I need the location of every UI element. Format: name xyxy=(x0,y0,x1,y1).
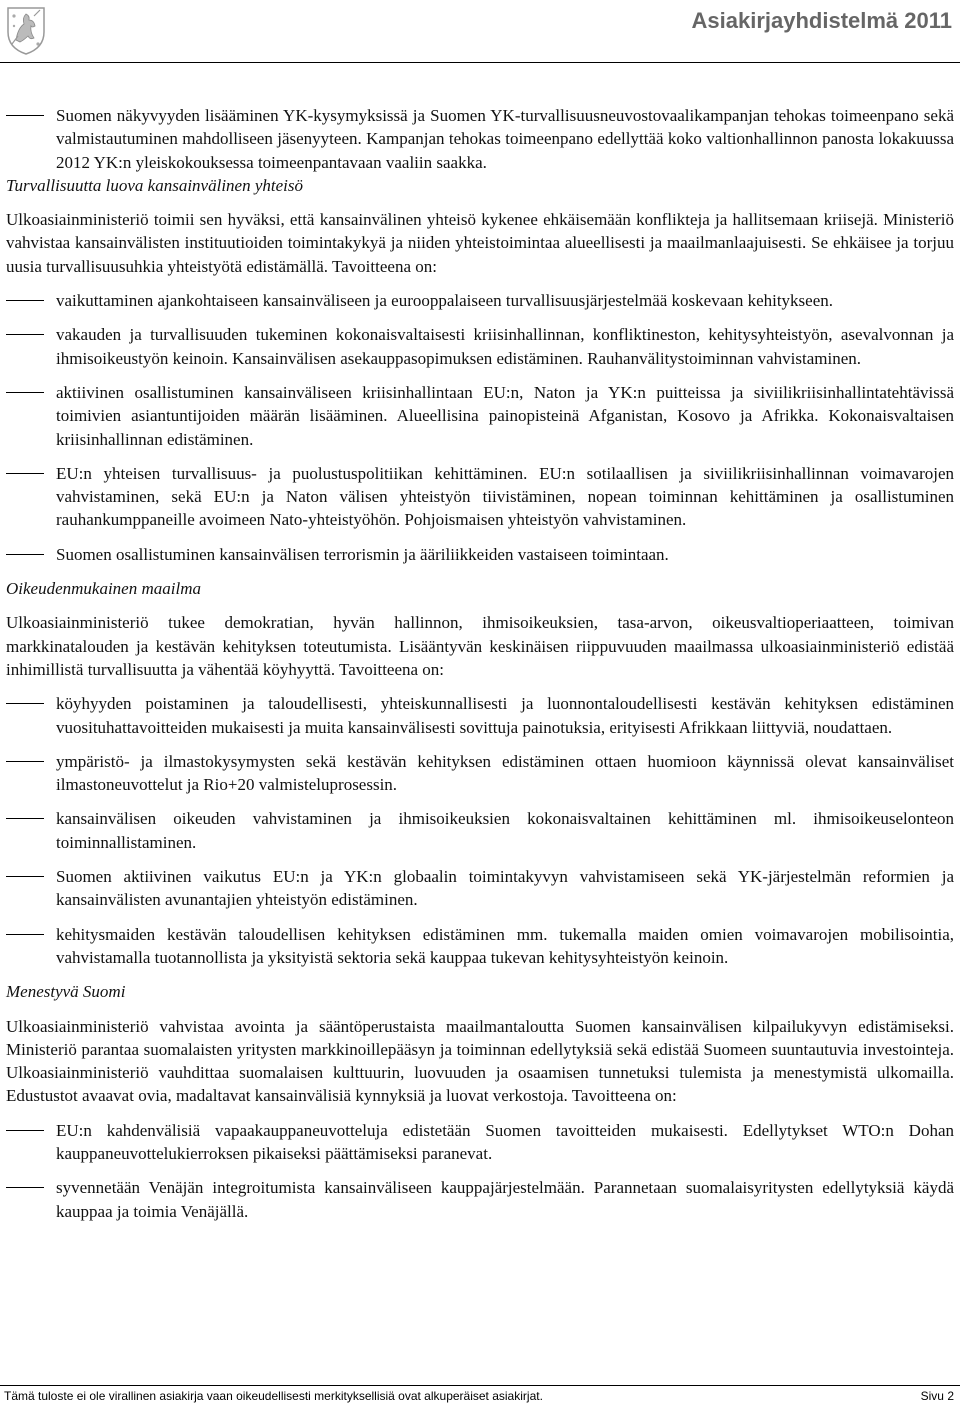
list-item: vaikuttaminen ajankohtaiseen kansainväliseen ja eurooppalaiseen turvallisuusjärjestelmää koskevaan kehitykseen. xyxy=(6,289,954,312)
section-paragraph: Ulkoasiainministeriö toimii sen hyväksi, että kansainvälinen yhteisö kykenee ehkäisemään konflikteja ja hallitsemaan kriisejä. Ministeriö vahvistaa kansainvälisten instituutioiden toimintakykyä ja niiden yhteistoimintaa alueellisesti ja maailmanlaajuisesti. Se ehkäisee ja torjuu uusia turvallisuusuhkia yhteistyötä edistämällä. Tavoitteena on: xyxy=(6,210,954,276)
footer-divider xyxy=(0,1385,960,1386)
dash-bullet xyxy=(6,554,44,555)
dash-bullet xyxy=(6,761,44,762)
section-paragraph: Ulkoasiainministeriö vahvistaa avointa ja sääntöperustaista maailmantaloutta Suomen kansainvälisen kilpailukyvyn edistämiseksi. Ministeriö parantaa suomalaisten yritysten markkinoillepääsyn ja toiminnan edellytyksiä sekä edistää Suomeen suuntautuvia investointeja. Ulkoasiainministeriö vauhdittaa suomalaisen kulttuurin, luovuuden ja osaamisen tunnetuksi tulemista ja menestymistä ulkomailla. Edustustot avaavat ovia, madaltavat kansainvälisiä kynnyksiä ja luovat verkostoja. Tavoitteena on: xyxy=(6,1016,954,1106)
list-item: kehitysmaiden kestävän taloudellisen kehityksen edistäminen mm. tukemalla maiden omien voimavarojen mobilisointia, vahvistamalla tuotannollista ja yksityistä sektoria sekä kauppaa tukevan kehitysyhteistyön keinoin. xyxy=(6,923,954,970)
document-body xyxy=(6,104,954,1223)
list-item: EU:n yhteisen turvallisuus- ja puolustuspolitiikan kehittäminen. EU:n sotilaallisen ja siviilikriisinhallinnan voimavarojen vahvistaminen, sekä EU:n ja Naton välisen yhteistyön tiivistäminen, nopean toiminnan kehittäminen ja osallistuminen rauhankumppaneille avoimeen Nato-yhteistyöhön. Pohjoismaisen yhteistyön vahvistaminen. xyxy=(6,462,954,532)
section-paragraph: Ulkoasiainministeriö tukee demokratian, hyvän hallinnon, ihmisoikeuksien, tasa-arvon, oikeusvaltioperiaatteen, toimivan markkinatalouden ja kestävän kehityksen toteutumista. Lisääntyvän keskinäisen riippuvuuden maailmassa ulkoasiainministeriö edistää inhimillistä turvallisuutta ja vähentää köyhyyttä. Tavoitteena on: xyxy=(6,613,954,679)
dash-bullet xyxy=(6,1187,44,1188)
dash-bullet xyxy=(6,115,44,116)
dash-bullet xyxy=(6,934,44,935)
list-item: syvennetään Venäjän integroitumista kansainväliseen kauppajärjestelmään. Parannetaan suomalaisyritysten edellytyksiä käydä kauppaa ja toimia Venäjällä. xyxy=(6,1176,954,1223)
list-item: vakauden ja turvallisuuden tukeminen kokonaisvaltaisesti kriisinhallinnan, konfliktineston, kehitysyhteistyön, asevalvonnan ja ihmisoikeustyön keinoin. Kansainvälisen asekauppasopimuksen edistäminen. Rauhanvälitystoiminnan vahvistaminen. xyxy=(6,323,954,370)
list-item: Suomen osallistuminen kansainvälisen terrorismin ja ääriliikkeiden vastaiseen toimintaan. xyxy=(6,543,954,566)
dash-bullet xyxy=(6,300,44,301)
dash-bullet xyxy=(6,334,44,335)
dash-bullet xyxy=(6,1130,44,1131)
dash-bullet xyxy=(6,876,44,877)
list-item: aktiivinen osallistuminen kansainväliseen kriisinhallintaan EU:n, Naton ja YK:n puitteissa ja siviilikriisinhallintatehtävissä toimivien asiantuntijoiden määrän lisääminen. Alueellisina painopisteinä Afganistan, Kosovo ja Afrikka. Kokonaisvaltaisen kriisinhallinnan edistäminen. xyxy=(6,381,954,451)
list-item: kansainvälisen oikeuden vahvistaminen ja ihmisoikeuksien kokonaisvaltainen kehittäminen ml. ihmisoikeuselonteon toiminnallistaminen. xyxy=(6,807,954,854)
coat-of-arms-icon xyxy=(4,4,48,56)
section-heading: Turvallisuutta luova kansainvälinen yhteisö xyxy=(6,175,304,195)
document-title: Asiakirjayhdistelmä 2011 xyxy=(691,8,952,33)
section-heading: Oikeudenmukainen maailma xyxy=(6,579,201,599)
list-item: EU:n kahdenvälisiä vapaakauppaneuvotteluja edistetään Suomen tavoitteiden mukaisesti. Edellytykset WTO:n Dohan kauppaneuvottelukierroksen pikaiseksi päättämiseksi paranevat. xyxy=(6,1119,954,1166)
list-item: ympäristö- ja ilmastokysymysten sekä kestävän kehityksen edistäminen ottaen huomioon käynnissä olevat kansainväliset ilmastoneuvottelut ja Rio+20 valmisteluprosessin. xyxy=(6,750,954,797)
section-heading: Menestyvä Suomi xyxy=(6,982,126,1002)
footer-disclaimer: Tämä tuloste ei ole virallinen asiakirja vaan oikeudellisesti merkityksellisiä ovat alkuperäiset asiakirjat. xyxy=(4,1389,543,1403)
dash-bullet xyxy=(6,818,44,819)
page-header xyxy=(0,0,960,63)
list-item: köyhyyden poistaminen ja taloudellisesti, yhteiskunnallisesti ja luonnontaloudellisesti kestävän kehityksen edistäminen vuosituhattavoitteiden mukaisesti ja muita kansainvälisesti sovittuja painotuksia, erityisesti Afrikkaan liittyviä, noudattaen. xyxy=(6,692,954,739)
dash-bullet xyxy=(6,473,44,474)
list-item: Suomen aktiivinen vaikutus EU:n ja YK:n globaalin toimintakyvyn vahvistamiseen sekä YK-järjestelmän reformien ja kansainvälisten avunantajien yhteistyön edistäminen. xyxy=(6,865,954,912)
dash-bullet xyxy=(6,392,44,393)
dash-bullet xyxy=(6,703,44,704)
list-item: Suomen näkyvyyden lisääminen YK-kysymyksissä ja Suomen YK-turvallisuusneuvostovaalikampanjan tehokas toimeenpano sekä valmistautuminen mahdolliseen jäsenyyteen. Kampanjan tehokas toimeenpano edellyttää koko valtionhallinnon panosta lokakuussa 2012 YK:n yleiskokouksessa toimeenpantavaan vaaliin saakka. xyxy=(6,104,954,174)
page-number: Sivu 2 xyxy=(920,1389,954,1403)
